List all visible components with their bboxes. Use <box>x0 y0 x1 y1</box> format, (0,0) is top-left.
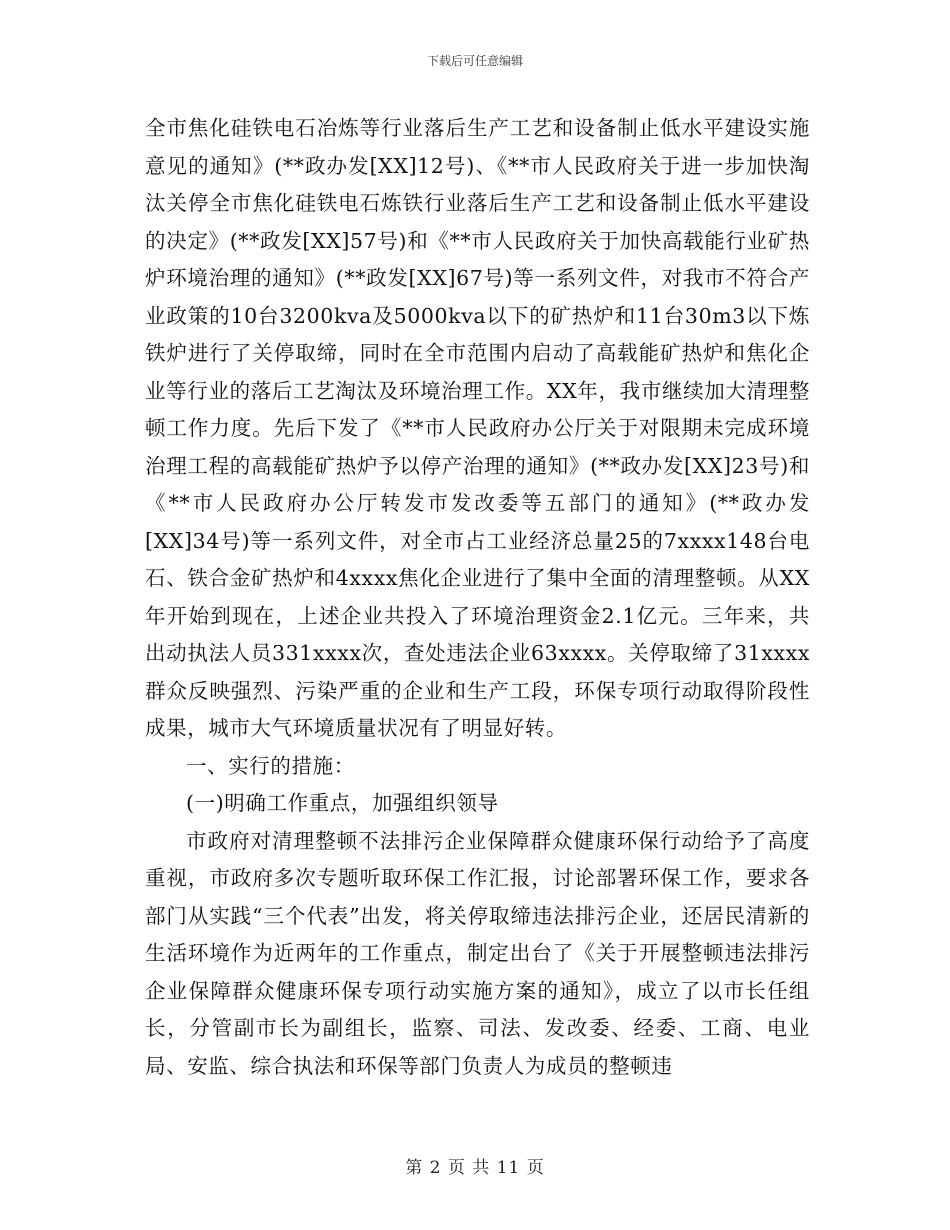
page-number-footer: 第 2 页 共 11 页 <box>405 1158 545 1178</box>
document-body <box>145 110 810 1085</box>
paragraph-continuation: 全市焦化硅铁电石冶炼等行业落后生产工艺和设备制止低水平建设实施意见的通知》(**政办发[XX]12号)、《**市人民政府关于进一步加快淘汰关停全市焦化硅铁电石炼铁行业落后生产工艺和设备制止低水平建设的决定》(**政发[XX]57号)和《**市人民政府关于加快高载能行业矿热炉环境治理的通知》(**政发[XX]67号)等一系列文件，对我市不符合产业政策的10台3200kva及5000kva以下的矿热炉和11台30m3以下炼铁炉进行了关停取缔，同时在全市范围内启动了高载能矿热炉和焦化企业等行业的落后工艺淘汰及环境治理工作。XX年，我市继续加大清理整顿工作力度。先后下发了《**市人民政府办公厅关于对限期未完成环境治理工程的高载能矿热炉予以停产治理的通知》(**政办发[XX]23号)和《**市人民政府办公厅转发市发改委等五部门的通知》(**政办发[XX]34号)等一系列文件，对全市占工业经济总量25的7xxxx148台电石、铁合金矿热炉和4xxxx焦化企业进行了集中全面的清理整顿。从XX年开始到现在，上述企业共投入了环境治理资金2.1亿元。三年来，共出动执法人员331xxxx次，查处违法企业63xxxx。关停取缔了31xxxx群众反映强烈、污染严重的企业和生产工段，环保专项行动取得阶段性成果，城市大气环境质量状况有了明显好转。 <box>145 116 810 740</box>
paragraph-body: 市政府对清理整顿不法排污企业保障群众健康环保行动给予了高度重视，市政府多次专题听取环保工作汇报，讨论部署环保工作，要求各部门从实践“三个代表”出发，将关停取缔违法排污企业，还居民清新的生活环境作为近两年的工作重点，制定出台了《关于开展整顿违法排污企业保障群众健康环保专项行动实施方案的通知》，成立了以市长任组长，分管副市长为副组长，监察、司法、发改委、经委、工商、电业局、安监、综合执法和环保等部门负责人为成员的整顿违 <box>145 828 810 1078</box>
subsection-heading: (一)明确工作重点，加强组织领导 <box>186 791 499 815</box>
section-heading: 一、实行的措施： <box>186 753 355 778</box>
page-header-note: 下载后可任意编辑 <box>426 54 523 68</box>
